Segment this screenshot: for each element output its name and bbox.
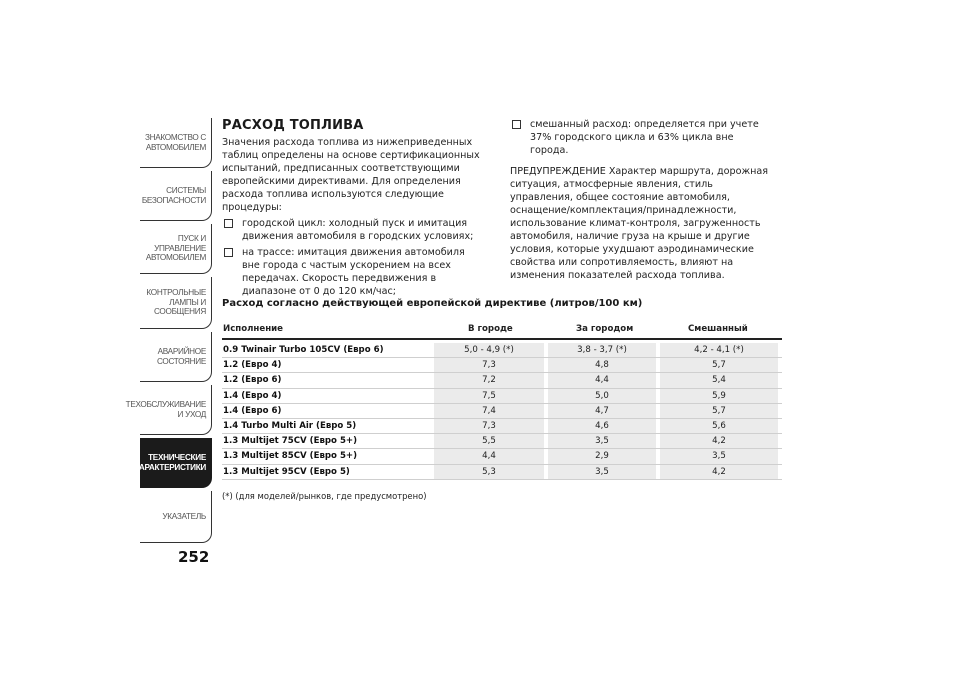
- bullet-item: [510, 118, 772, 157]
- tab-label: КОНТРОЛЬНЫЕ ЛАМПЫ И СООБЩЕНИЯ: [146, 288, 206, 317]
- tab-index[interactable]: [140, 491, 212, 543]
- cell-mixed: 4,2: [660, 434, 778, 448]
- tab-introduction[interactable]: [140, 118, 212, 168]
- row-name: 1.3 Multijet 85CV (Евро 5+): [223, 451, 358, 462]
- cell-highway: 2,9: [548, 449, 656, 463]
- cell-highway: 3,8 - 3,7 (*): [548, 343, 656, 357]
- table-row: [222, 465, 782, 480]
- table-row: [222, 358, 782, 373]
- tab-label: АВАРИЙНОЕ СОСТОЯНИЕ: [156, 347, 206, 366]
- cell-highway: 4,8: [548, 358, 656, 372]
- bullet-text: смешанный расход: определяется при учете 37% городского цикла и 63% цикла вне города.: [530, 119, 759, 156]
- row-name: 1.3 Multijet 75CV (Евро 5+): [223, 436, 358, 447]
- bullet-item: [222, 246, 484, 298]
- table-header: [222, 324, 782, 338]
- checkbox-bullet-icon: [224, 219, 233, 228]
- row-name: 1.4 Turbo Multi Air (Евро 5): [223, 420, 357, 431]
- bullet-text: на трассе: имитация движения автомобиля вне города с частым ускорением на всех передачах. Скорость передвижения в диапазоне от 0 до 120 км/час;: [242, 247, 465, 297]
- left-column: [222, 136, 484, 298]
- cell-mixed: 4,2 - 4,1 (*): [660, 343, 778, 357]
- cell-highway: 3,5: [548, 434, 656, 448]
- consumption-table: [222, 343, 782, 480]
- cell-city: 7,3: [434, 419, 544, 433]
- header-mixed: Смешанный: [688, 324, 748, 334]
- row-name: 1.3 Multijet 95CV (Евро 5): [223, 466, 350, 477]
- cell-city: 5,3: [434, 465, 544, 479]
- right-column: [510, 118, 772, 282]
- table-row: [222, 389, 782, 404]
- cell-mixed: 5,6: [660, 419, 778, 433]
- cell-highway: 5,0: [548, 389, 656, 403]
- cell-city: 4,4: [434, 449, 544, 463]
- row-name: 1.2 (Евро 6): [223, 375, 282, 386]
- tab-label: ЗНАКОМСТВО С АВТОМОБИЛЕМ: [145, 133, 206, 152]
- header-highway: За городом: [576, 324, 634, 334]
- cell-mixed: 5,9: [660, 389, 778, 403]
- page-number: 252: [178, 548, 210, 566]
- row-name: 1.2 (Евро 4): [223, 360, 282, 371]
- tab-safety[interactable]: [140, 171, 212, 221]
- checkbox-bullet-icon: [512, 120, 521, 129]
- cell-city: 7,3: [434, 358, 544, 372]
- tab-label: ТЕХОБСЛУЖИВАНИЕ И УХОД: [125, 400, 206, 419]
- bullet-text: городской цикл: холодный пуск и имитация движения автомобиля в городских условиях;: [242, 218, 474, 242]
- tab-emergency[interactable]: [140, 332, 212, 382]
- section-title: РАСХОД ТОПЛИВА: [222, 118, 364, 133]
- cell-city: 5,5: [434, 434, 544, 448]
- tab-driving[interactable]: [140, 224, 212, 274]
- tab-label: ТЕХНИЧЕСКИЕ ХАРАКТЕРИСТИКИ: [133, 453, 206, 472]
- tab-label: ПУСК И УПРАВЛЕНИЕ АВТОМОБИЛЕМ: [145, 234, 206, 263]
- cell-city: 7,5: [434, 389, 544, 403]
- warning-paragraph: ПРЕДУПРЕЖДЕНИЕ Характер маршрута, дорожная ситуация, атмосферные явления, стиль управления, общее состояние автомобиля, оснащение/комплектация/принадлежности, использование климат-контроля, загруженность автомобиля, наличие груза на крыше и другие условия, которые ухудшают аэродинамические свойства или сопротивляемость, влияют на изменения показателей расхода топлива.: [510, 166, 769, 281]
- bullet-item: [222, 217, 484, 243]
- row-name: 1.4 (Евро 6): [223, 405, 282, 416]
- cell-highway: 3,5: [548, 465, 656, 479]
- tab-label: СИСТЕМЫ БЕЗОПАСНОСТИ: [141, 186, 206, 205]
- table-row: [222, 449, 782, 464]
- table-row: [222, 343, 782, 358]
- tab-technical-data[interactable]: [133, 438, 212, 488]
- cell-mixed: 5,4: [660, 373, 778, 387]
- cell-highway: 4,6: [548, 419, 656, 433]
- cell-highway: 4,4: [548, 373, 656, 387]
- table-title: Расход согласно действующей европейской директиве (литров/100 км): [222, 298, 643, 309]
- tab-maintenance[interactable]: [125, 385, 212, 435]
- table-row: [222, 434, 782, 449]
- cell-mixed: 3,5: [660, 449, 778, 463]
- cell-mixed: 5,7: [660, 358, 778, 372]
- intro-paragraph: Значения расхода топлива из нижеприведенных таблиц определены на основе сертификационных испытаний, предписанных соответствующими европейскими директивами. Для определения расхода топлива используются следующие процедуры:: [222, 137, 480, 213]
- table-row: [222, 404, 782, 419]
- header-divider: [222, 338, 782, 340]
- table-row: [222, 373, 782, 388]
- header-city: В городе: [468, 324, 513, 334]
- checkbox-bullet-icon: [224, 248, 233, 257]
- table-footnote: (*) (для моделей/рынков, где предусмотрено): [222, 491, 427, 501]
- row-name: 0.9 Twinair Turbo 105CV (Евро 6): [223, 345, 384, 355]
- tab-warning-lights[interactable]: [140, 277, 212, 329]
- header-version: Исполнение: [223, 324, 283, 334]
- row-name: 1.4 (Евро 4): [223, 390, 282, 401]
- cell-city: 7,4: [434, 404, 544, 418]
- cell-city: 7,2: [434, 373, 544, 387]
- tab-label: УКАЗАТЕЛЬ: [162, 511, 206, 521]
- cell-highway: 4,7: [548, 404, 656, 418]
- cell-mixed: 5,7: [660, 404, 778, 418]
- cell-city: 5,0 - 4,9 (*): [434, 343, 544, 357]
- table-row: [222, 419, 782, 434]
- cell-mixed: 4,2: [660, 465, 778, 479]
